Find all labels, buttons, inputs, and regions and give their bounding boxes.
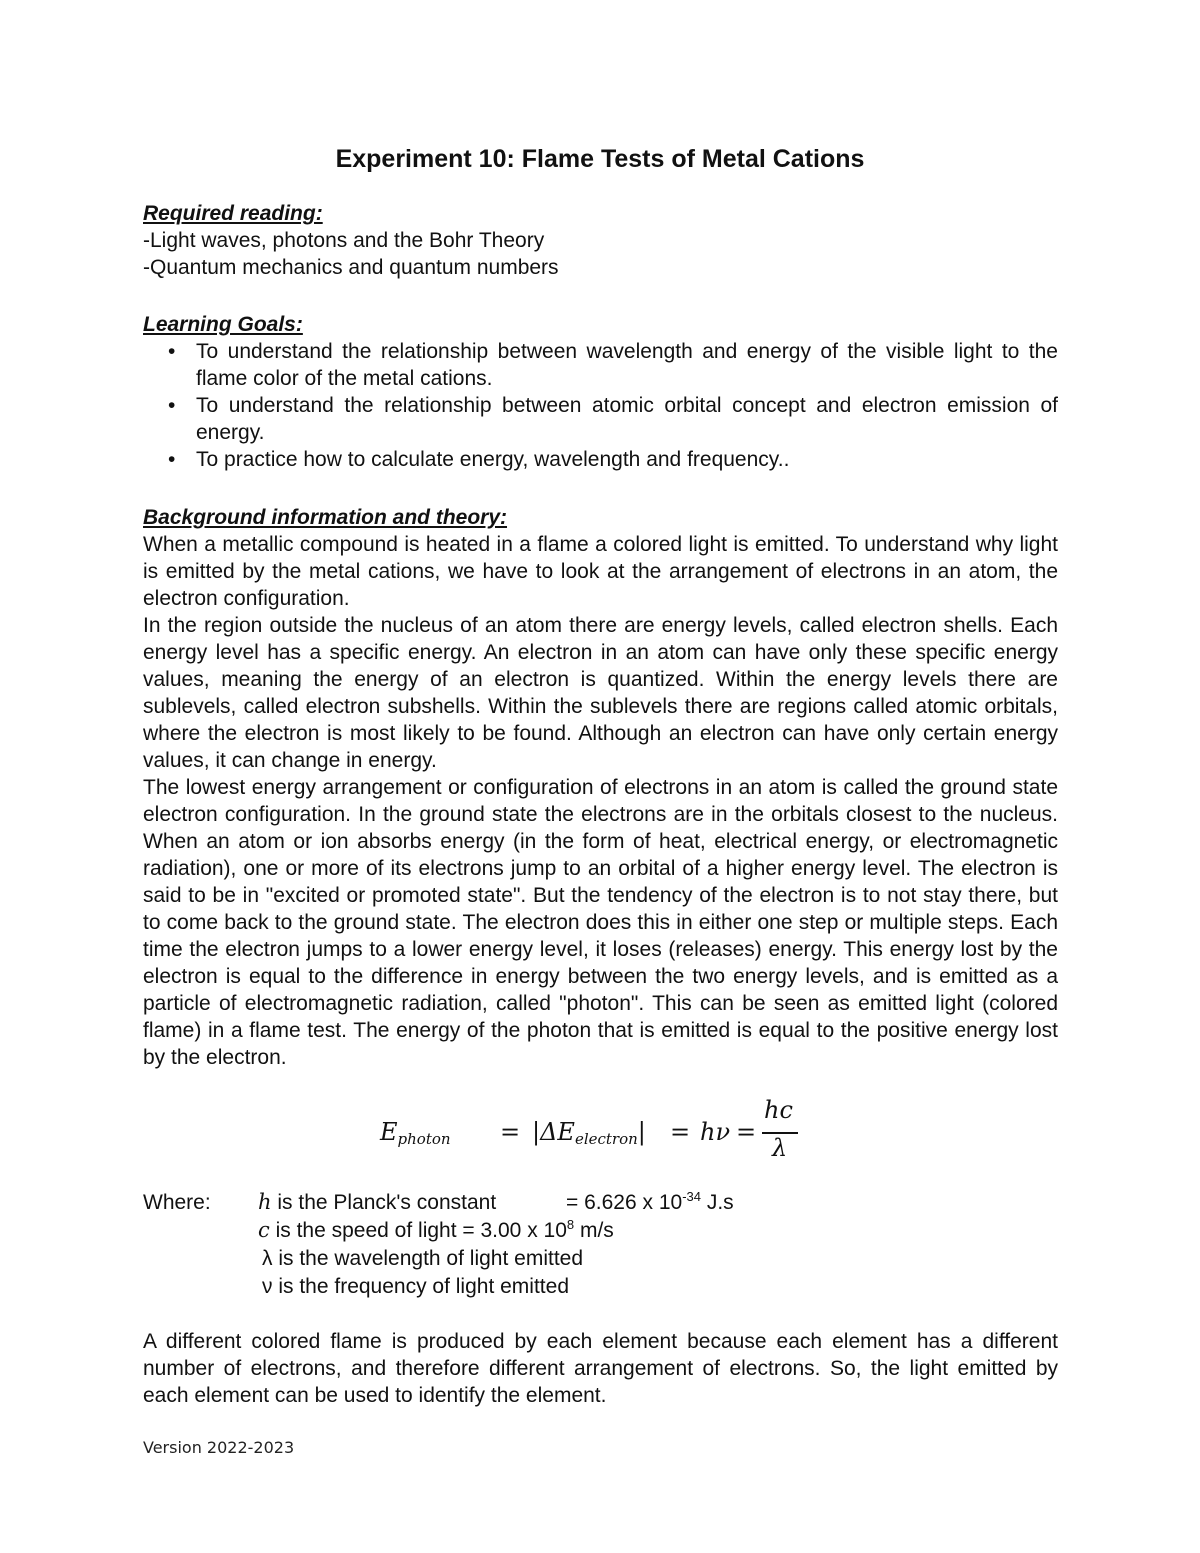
where-label: Where: <box>143 1191 211 1214</box>
background-paragraph: The lowest energy arrangement or configuration of electrons in an atom is called the ground state electron configuration. In the ground state the electrons are in the orbitals closest to the nucleus. When an atom or ion absorbs energy (in the form of heat, electrical energy, or electromagnetic radiation), one or more of its electrons jump to an orbital of a higher energy level. The electron is said to be in "excited or promoted state". But the tendency of the electron is to not stay there, but to come back to the ground state. The electron does this in either one step or multiple steps. Each time the electron jumps to a lower energy level, it loses (releases) energy. This energy lost by the electron is equal to the difference in energy between the two energy levels, and is emitted as a particle of electromagnetic radiation, called "photon". This can be seen as emitted light (colored flame) in a flame test. The energy of the photon that is emitted is equal to the positive energy lost by the electron. <box>143 776 1058 1069</box>
photon-energy-equation <box>380 1097 820 1167</box>
reading-item: -Light waves, photons and the Bohr Theory <box>143 229 545 252</box>
background-heading: Background information and theory: <box>143 506 508 529</box>
speed-of-light-definition: c is the speed of light = 3.00 x $10^8$ m/s <box>258 1217 614 1242</box>
required-reading-section <box>143 200 1058 281</box>
page-title: Experiment 10: Flame Tests of Metal Cations <box>335 145 865 173</box>
background-paragraph: In the region outside the nucleus of an atom there are energy levels, called electron shells. Each energy level has a specific energy. An electron in an atom can have only these specific energy values, meaning the energy of an electron is quantized. Within the energy levels there are sublevels, called electron subshells. Within the sublevels there are regions called atomic orbitals, where the electron is most likely to be found. Although an electron can have only certain energy values, it can change in energy. <box>143 614 1058 772</box>
version-footer: Version 2022-2023 <box>143 1438 295 1457</box>
fraction-numerator: hc <box>764 1096 793 1124</box>
planck-constant-value: = 6.626 x $10^{-34}$ J.s <box>566 1189 734 1214</box>
required-reading-heading: Required reading: <box>143 202 323 225</box>
equals-sign: = <box>670 1118 691 1146</box>
goal-text: To practice how to calculate energy, wavelength and frequency.. <box>196 448 790 471</box>
goal-text: To understand the relationship between wavelength and energy of the visible light to the flame color of the metal cations. <box>196 340 1058 390</box>
fraction-denominator: λ <box>772 1134 788 1162</box>
bullet-icon: • <box>168 448 176 471</box>
background-section <box>143 504 1058 1071</box>
equals-sign: = <box>500 1118 521 1146</box>
equals-sign: = <box>736 1118 757 1146</box>
bullet-icon: • <box>168 340 176 363</box>
goal-text: To understand the relationship between atomic orbital concept and electron emission of energy. <box>196 394 1058 444</box>
conclusion-paragraph: A different colored flame is produced by each element because each element has a different number of electrons, and therefore different arrangement of electrons. So, the light emitted by each element can be used to identify the element. <box>143 1330 1058 1407</box>
planck-constant-definition: h is the Planck's constant <box>258 1190 497 1214</box>
learning-goals-list <box>143 338 1058 473</box>
reading-item: -Quantum mechanics and quantum numbers <box>143 256 559 279</box>
learning-goals-heading: Learning Goals: <box>143 313 303 336</box>
conclusion-section <box>143 1328 1058 1409</box>
bullet-icon: • <box>168 394 176 417</box>
list-item <box>143 446 1058 473</box>
delta-e-electron: $|\Delta E_{electron}|$ <box>532 1118 646 1148</box>
background-paragraph: When a metallic compound is heated in a flame a colored light is emitted. To understand why light is emitted by the metal cations, we have to look at the arrangement of electrons in an atom, the electron configuration. <box>143 533 1058 610</box>
h-nu-term: hν <box>700 1118 731 1146</box>
equation-lhs: $E_{photon}$ <box>380 1118 451 1148</box>
frequency-definition: ν is the frequency of light emitted <box>262 1275 569 1298</box>
list-item <box>143 392 1058 446</box>
list-item <box>143 338 1058 392</box>
wavelength-definition: λ is the wavelength of light emitted <box>262 1247 584 1270</box>
learning-goals-section <box>143 311 1058 473</box>
